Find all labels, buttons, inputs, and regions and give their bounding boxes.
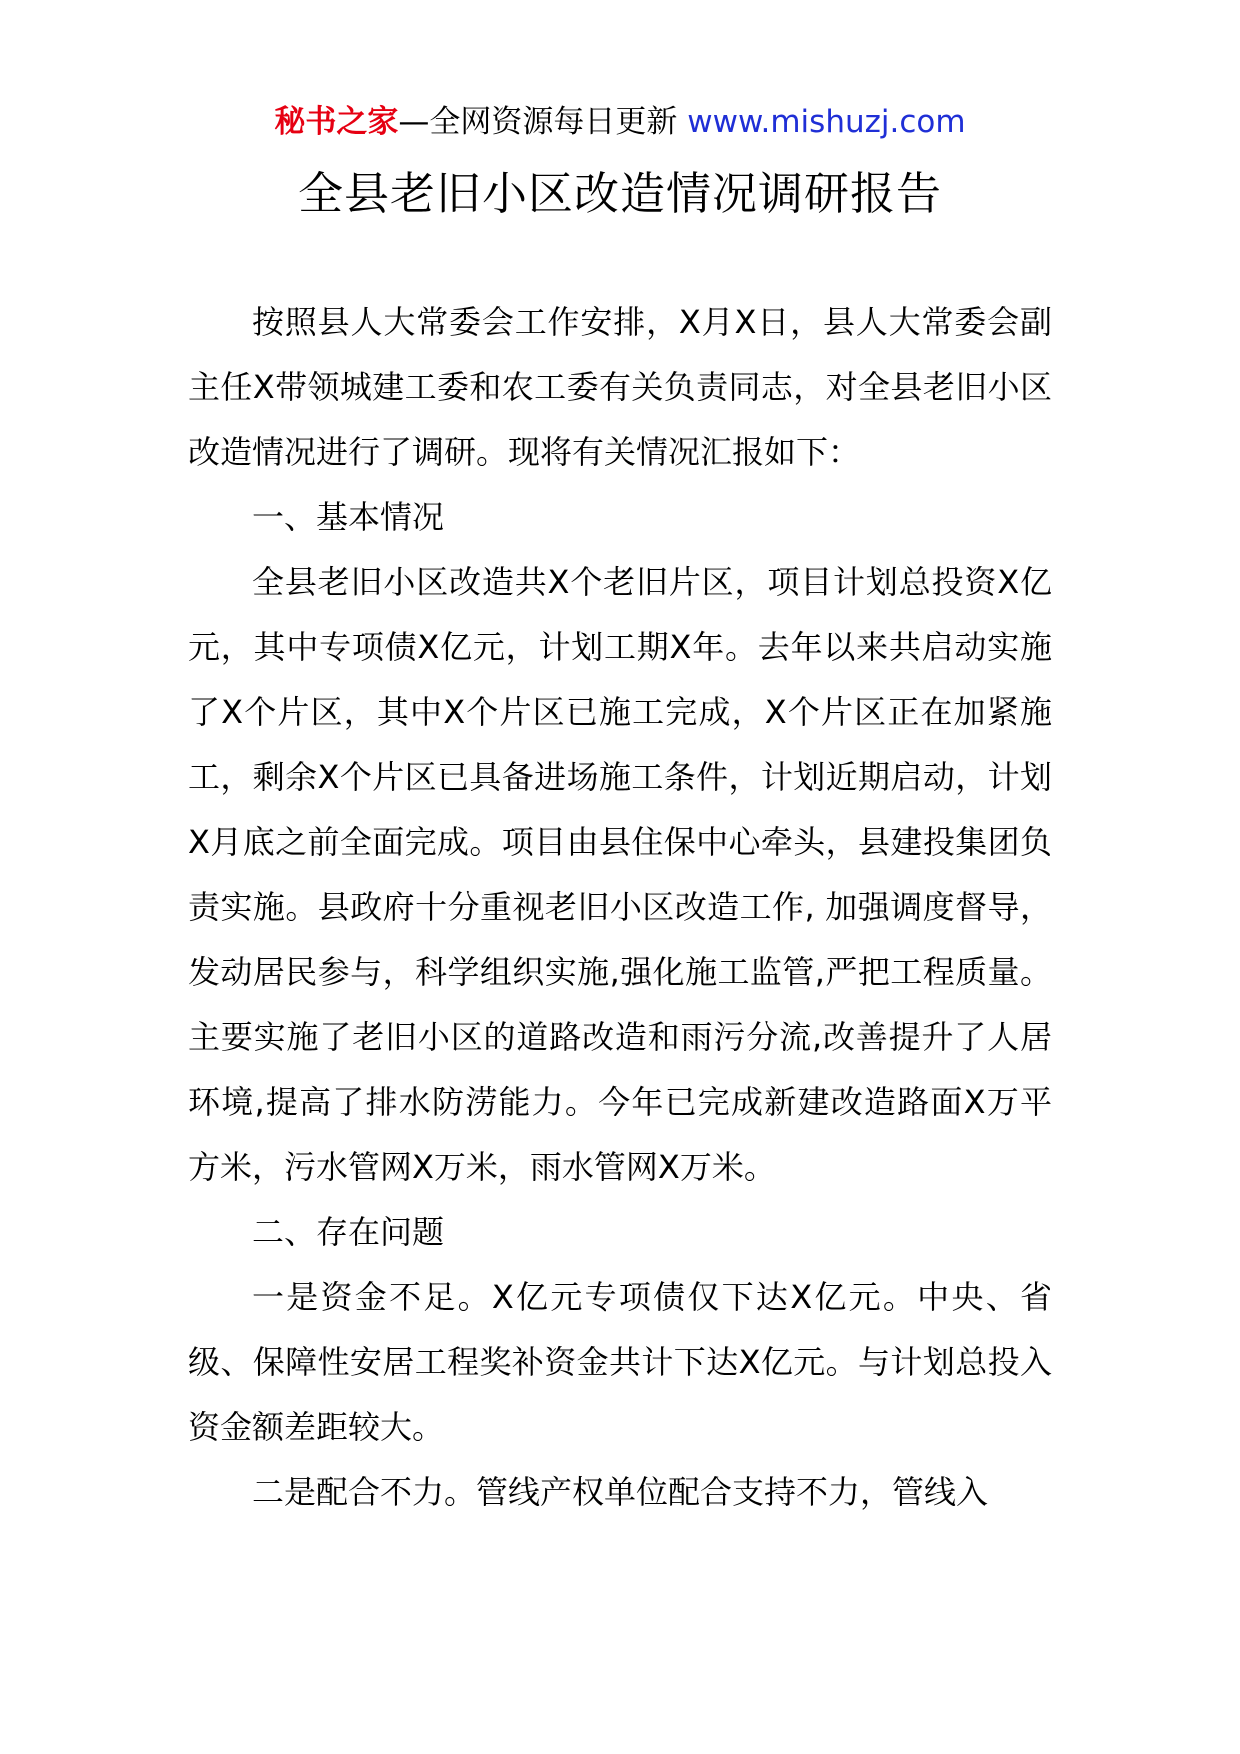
intro-paragraph: 按照县人大常委会工作安排，X月X日，县人大常委会副主任X带领城建工委和农工委有关负责同志，对全县老旧小区改造情况进行了调研。现将有关情况汇报如下： xyxy=(188,303,1052,471)
site-header xyxy=(0,100,1240,144)
document-body xyxy=(188,290,1052,1525)
document-title: 全县老旧小区改造情况调研报告 xyxy=(297,167,942,220)
site-url-link[interactable]: www.mishuzj.com xyxy=(687,104,966,140)
brand-name: 秘书之家 xyxy=(274,104,399,140)
section-heading-basic-situation: 一、基本情况 xyxy=(252,498,445,536)
section-heading-problems: 二、存在问题 xyxy=(252,1213,445,1251)
problem-cooperation-paragraph: 二是配合不力。管线产权单位配合支持不力，管线入 xyxy=(252,1473,989,1511)
problem-funding-paragraph: 一是资金不足。X亿元专项债仅下达X亿元。中央、省级、保障性安居工程奖补资金共计下达X亿元。与计划总投入资金额差距较大。 xyxy=(188,1278,1052,1446)
header-slogan: —全网资源每日更新 xyxy=(398,104,678,140)
basic-situation-paragraph: 全县老旧小区改造共X个老旧片区，项目计划总投资X亿元，其中专项债X亿元，计划工期X年。去年以来共启动实施了X个片区，其中X个片区已施工完成，X个片区正在加紧施工，剩余X个片区已具备进场施工条件，计划近期启动，计划X月底之前全面完成。项目由县住保中心牵头，县建投集团负责实施。县政府十分重视老旧小区改造工作, 加强调度督导，发动居民参与，科学组织实施,强化施工监管,严把工程质量。主要实施了老旧小区的道路改造和雨污分流,改善提升了人居环境,提高了排水防涝能力。今年已完成新建改造路面X万平方米，污水管网X万米，雨水管网X万米。 xyxy=(188,563,1052,1186)
